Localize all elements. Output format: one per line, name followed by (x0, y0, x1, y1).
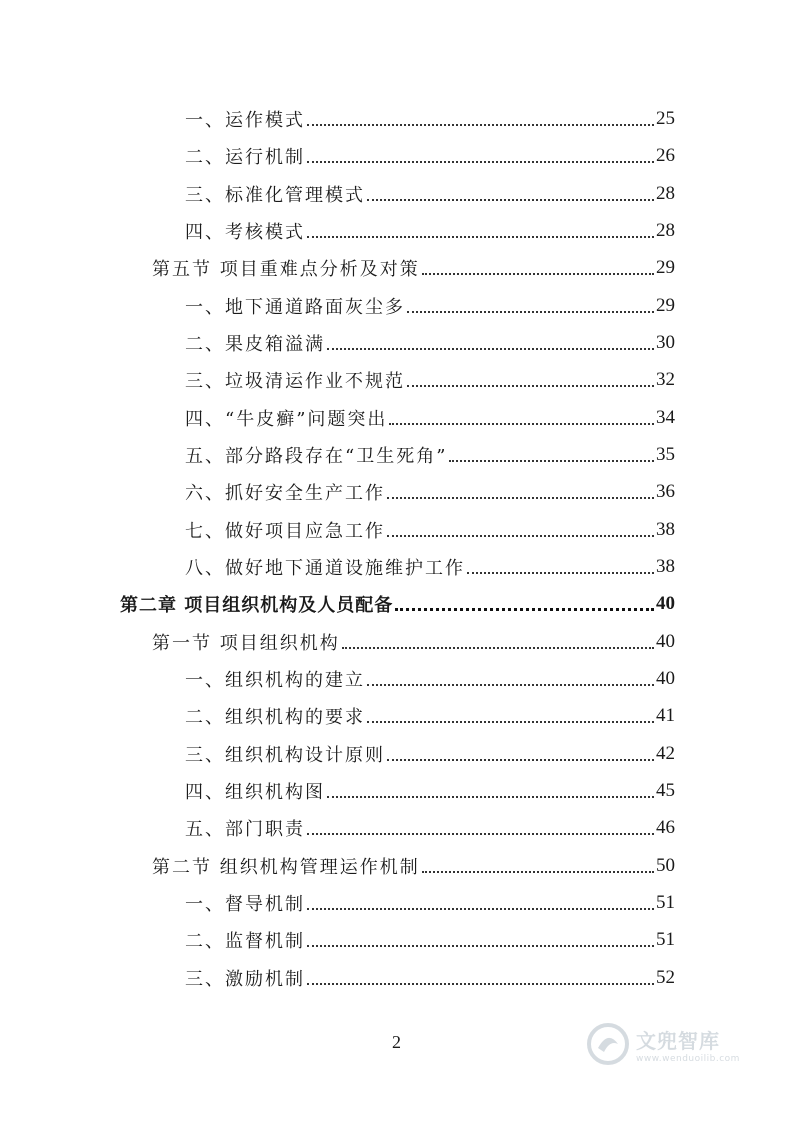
toc-title: 二、监督机制 (185, 930, 305, 952)
dot-leader (389, 423, 654, 425)
toc-page: 52 (656, 966, 675, 988)
dot-leader (307, 236, 654, 238)
toc-title: 第一节 项目组织机构 (152, 632, 340, 654)
toc-title: 二、果皮箱溢满 (185, 333, 325, 355)
toc-entry[interactable] (185, 287, 675, 324)
toc-title: 三、垃圾清运作业不规范 (185, 370, 405, 392)
toc-page: 41 (656, 704, 675, 726)
toc-page: 40 (656, 592, 675, 614)
toc-page: 50 (656, 854, 675, 876)
dot-leader (307, 124, 654, 126)
dot-leader (387, 535, 654, 537)
toc-entry[interactable] (185, 399, 675, 436)
toc-title: 五、部门职责 (185, 818, 305, 840)
toc-title: 四、“牛皮癣”问题突出 (185, 408, 388, 430)
toc-page: 30 (656, 331, 675, 353)
toc-page: 28 (656, 182, 675, 204)
toc-page: 51 (656, 928, 675, 950)
toc-page: 45 (656, 779, 675, 801)
watermark-title: 文兜智库 (636, 1028, 720, 1053)
toc-entry[interactable] (185, 137, 675, 174)
toc-title: 三、标准化管理模式 (185, 184, 365, 206)
toc-entry[interactable] (185, 175, 675, 212)
dot-leader (467, 572, 654, 574)
toc-title: 二、运行机制 (185, 146, 305, 168)
toc-page: 46 (656, 816, 675, 838)
watermark-logo-icon (586, 1022, 630, 1066)
dot-leader (327, 796, 654, 798)
toc-page: 42 (656, 742, 675, 764)
toc-entry[interactable] (120, 585, 675, 622)
dot-leader (367, 199, 654, 201)
dot-leader (307, 983, 654, 985)
toc-title: 三、组织机构设计原则 (185, 744, 385, 766)
dot-leader (327, 348, 654, 350)
toc-title: 一、运作模式 (185, 109, 305, 131)
toc-page: 25 (656, 107, 675, 129)
toc-entry[interactable] (185, 884, 675, 921)
toc-page: 29 (656, 294, 675, 316)
toc-entry[interactable] (185, 361, 675, 398)
toc-title: 二、组织机构的要求 (185, 706, 365, 728)
toc-entry[interactable] (185, 473, 675, 510)
toc-title: 一、组织机构的建立 (185, 669, 365, 691)
dot-leader (367, 684, 654, 686)
toc-title: 六、抓好安全生产工作 (185, 482, 385, 504)
toc-entry[interactable] (185, 809, 675, 846)
toc-title: 五、部分路段存在“卫生死角” (185, 445, 448, 467)
toc-entry[interactable] (152, 623, 675, 660)
toc-entry[interactable] (185, 212, 675, 249)
toc-entry[interactable] (152, 249, 675, 286)
toc-page: 35 (656, 443, 675, 465)
toc-page: 51 (656, 891, 675, 913)
toc-entry[interactable] (185, 100, 675, 137)
watermark (586, 1015, 766, 1073)
watermark-url: www.wenduoilib.com (636, 1053, 740, 1064)
dot-leader (367, 721, 654, 723)
toc-page: 36 (656, 480, 675, 502)
toc-entry[interactable] (185, 660, 675, 697)
toc-title: 一、督导机制 (185, 893, 305, 915)
dot-leader (422, 871, 654, 873)
dot-leader (449, 460, 654, 462)
toc-title: 一、地下通道路面灰尘多 (185, 296, 405, 318)
toc-page: 40 (656, 667, 675, 689)
toc-page: 40 (656, 630, 675, 652)
toc-page: 38 (656, 518, 675, 540)
toc-entry[interactable] (185, 921, 675, 958)
toc-title: 七、做好项目应急工作 (185, 520, 385, 542)
dot-leader (407, 311, 654, 313)
toc-entry[interactable] (185, 511, 675, 548)
dot-leader (422, 273, 654, 275)
toc-title: 第二节 组织机构管理运作机制 (152, 856, 420, 878)
dot-leader (307, 908, 654, 910)
toc-page: 28 (656, 219, 675, 241)
toc-entry[interactable] (185, 324, 675, 361)
dot-leader (395, 608, 654, 611)
toc-title: 四、组织机构图 (185, 781, 325, 803)
toc-page: 38 (656, 555, 675, 577)
toc-entry[interactable] (185, 548, 675, 585)
toc-page: 34 (656, 406, 675, 428)
toc-entry[interactable] (185, 772, 675, 809)
toc-entry[interactable] (185, 735, 675, 772)
toc-page: 29 (656, 256, 675, 278)
toc-entry[interactable] (185, 436, 675, 473)
dot-leader (307, 945, 654, 947)
toc-entry[interactable] (185, 697, 675, 734)
toc-title: 第五节 项目重难点分析及对策 (152, 258, 420, 280)
toc-entry[interactable] (152, 847, 675, 884)
toc-title: 四、考核模式 (185, 221, 305, 243)
toc-title: 八、做好地下通道设施维护工作 (185, 557, 465, 579)
dot-leader (407, 385, 654, 387)
page-number: 2 (392, 1032, 401, 1052)
dot-leader (307, 161, 654, 163)
toc-page: 32 (656, 368, 675, 390)
dot-leader (342, 647, 654, 649)
dot-leader (307, 833, 654, 835)
toc-page: 26 (656, 144, 675, 166)
toc-title: 第二章 项目组织机构及人员配备 (120, 594, 394, 616)
dot-leader (387, 759, 654, 761)
toc-title: 三、激励机制 (185, 968, 305, 990)
dot-leader (387, 497, 654, 499)
toc-entry[interactable] (185, 959, 675, 996)
